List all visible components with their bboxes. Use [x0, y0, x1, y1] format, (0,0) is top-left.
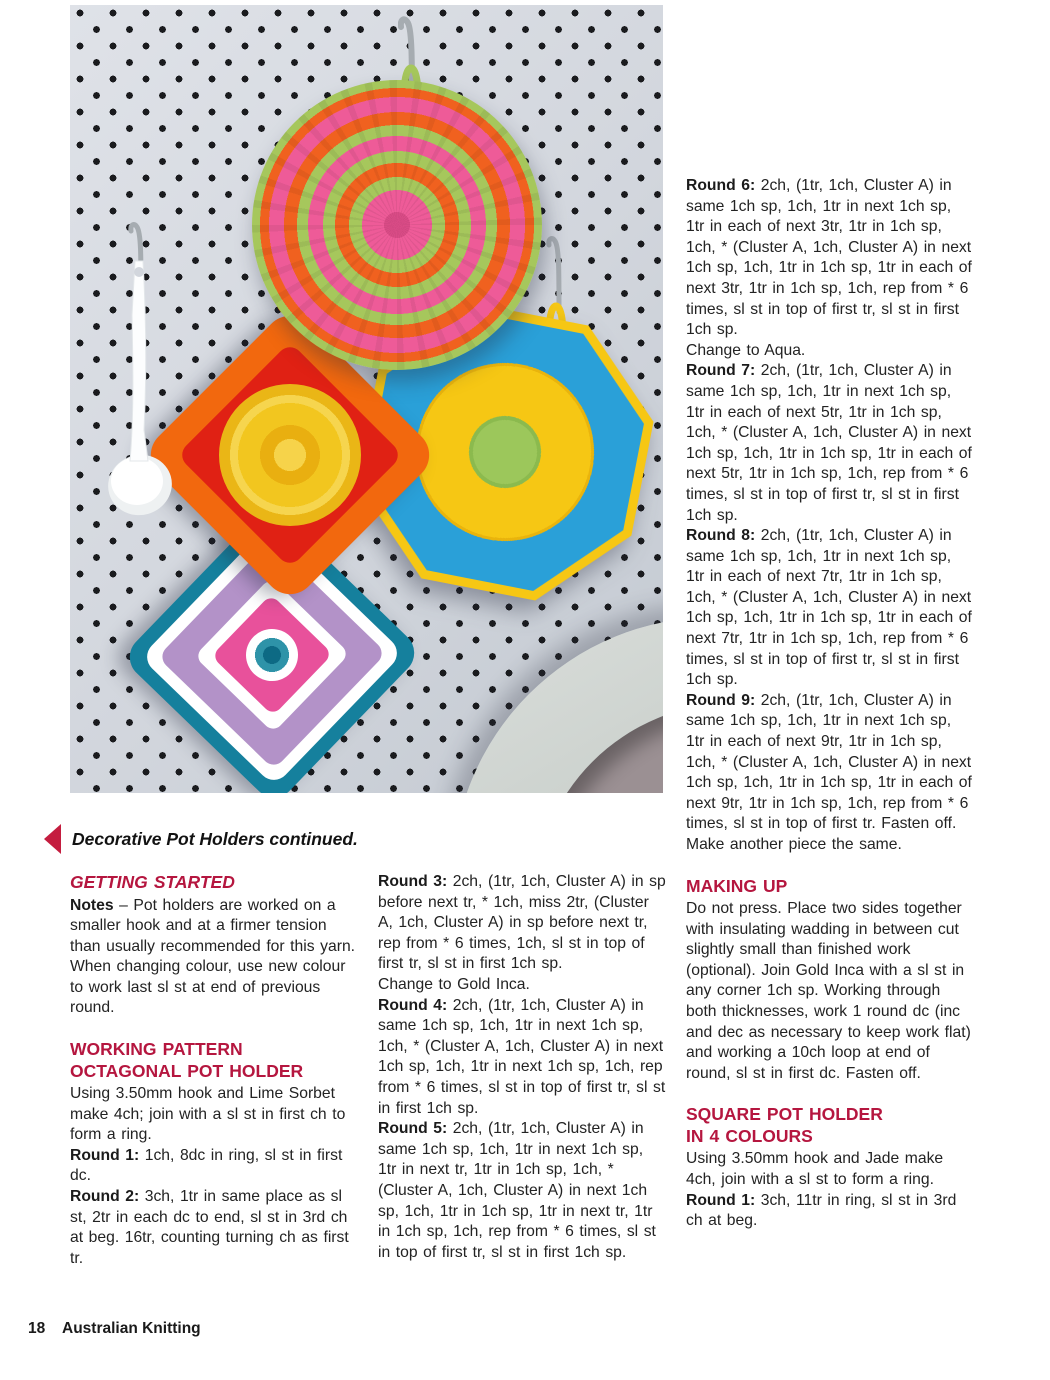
mandala-pot-holder — [252, 80, 542, 370]
pattern-paragraph — [378, 975, 666, 996]
continuation-label: Decorative Pot Holders continued. — [72, 829, 358, 849]
paragraph-text: 1ch, 8dc in ring, sl st in first dc. — [70, 1146, 343, 1185]
paragraph-text: Change to Aqua. — [686, 341, 806, 359]
pattern-paragraph — [686, 341, 972, 362]
continuation-arrow-icon — [44, 824, 61, 854]
paragraph-lead: Round 5: — [378, 1120, 448, 1138]
column-right — [686, 176, 972, 1232]
pattern-paragraph — [686, 361, 972, 526]
section-heading-line: IN 4 COLOURS — [686, 1125, 813, 1146]
paragraph-lead: Round 8: — [686, 527, 756, 545]
pattern-paragraph — [70, 896, 362, 1020]
paragraph-text: Change to Gold Inca. — [378, 975, 530, 993]
paragraph-text: 3ch, 11tr in ring, sl st in 3rd ch at beg. — [686, 1191, 957, 1230]
pattern-paragraph — [686, 835, 972, 856]
pattern-paragraph — [70, 1146, 362, 1187]
paragraph-text: Make another piece the same. — [686, 836, 902, 853]
paragraph-text: 2ch, (1tr, 1ch, Cluster A) in same 1ch sp, 1ch, 1tr in next 1ch sp, 1tr in next tr, 1tr in 1ch sp, 1ch, * (Cluster A, 1ch, Cluster A) in next 1ch sp, 1ch, 1tr in 1ch sp, 1tr in next tr, 1tr in 1ch sp, 1ch, rep from * 6 times, sl st in top of first tr, sl st in first 1ch sp. — [378, 1120, 656, 1261]
section-heading-line: OCTAGONAL POT HOLDER — [70, 1060, 304, 1081]
pattern-paragraph — [686, 176, 972, 341]
pattern-paragraph — [378, 996, 666, 1120]
paragraph-lead: Notes — [70, 896, 114, 914]
paragraph-text: – Pot holders are worked on a smaller hook and at a firmer tension than usually recommended for this yarn. When changing colour, use new colour to work last sl st at end of previous round. — [70, 896, 356, 1017]
pattern-paragraph — [686, 526, 972, 691]
paragraph-text: 2ch, (1tr, 1ch, Cluster A) in same 1ch sp, 1ch, 1tr in next 1ch sp, 1tr in each of next 5tr, 1tr in 1ch sp, 1ch, * (Cluster A, 1ch, Cluster A) in next 1ch sp, 1ch, 1tr in 1ch sp, 1tr in each of next 5tr, 1tr in 1ch sp, 1ch, rep from * 6 times, sl st in top of first tr, sl st in first 1ch sp. — [686, 362, 972, 524]
paragraph-lead: Round 4: — [378, 996, 448, 1014]
pattern-paragraph — [378, 872, 666, 975]
paragraph-lead: Round 6: — [686, 177, 756, 194]
paragraph-lead: Round 1: — [70, 1146, 140, 1164]
section-heading — [70, 872, 362, 894]
section-heading-line: SQUARE POT HOLDER — [686, 1104, 883, 1125]
paragraph-lead: Round 9: — [686, 691, 756, 709]
column-left — [70, 872, 362, 1269]
pattern-paragraph — [686, 1149, 972, 1190]
pattern-paragraph — [686, 1191, 972, 1232]
paragraph-text: 2ch, (1tr, 1ch, Cluster A) in sp before next tr, * 1ch, miss 2tr, (Cluster A, 1ch, Cluster A) in sp before next tr, rep from * 6 times, 1ch, sl st in top of first tr, sl st in first 1ch sp. — [378, 873, 666, 973]
paragraph-text: 2ch, (1tr, 1ch, Cluster A) in same 1ch sp, 1ch, 1tr in next 1ch sp, 1tr in each of next 9tr, 1tr in 1ch sp, 1ch, * (Cluster A, 1ch, Cluster A) in next 1ch sp, 1ch, 1tr in 1ch sp, 1tr in each of next 9tr, 1tr in 1ch sp, 1ch, rep from * 6 times, sl st in top of first tr. Fasten off. — [686, 691, 972, 833]
section-heading — [686, 876, 972, 898]
paragraph-text: 3ch, 1tr in same place as sl st, 2tr in each dc to end, sl st in 3rd ch at beg. 16tr, counting turning ch as first tr. — [70, 1188, 349, 1267]
section-heading-line: WORKING PATTERN — [70, 1039, 243, 1060]
section-heading — [70, 1039, 362, 1082]
section-heading-line: MAKING UP — [686, 875, 788, 896]
pegboard-photo — [70, 5, 663, 793]
pattern-paragraph — [686, 691, 972, 835]
paragraph-text: Using 3.50mm hook and Lime Sorbet make 4ch; join with a sl st in first ch to form a ring. — [70, 1085, 346, 1144]
ladle — [106, 255, 174, 523]
pattern-paragraph — [378, 1119, 666, 1263]
red-square-yellow-center — [190, 355, 391, 556]
paragraph-text: Do not press. Place two sides together with insulating wadding in between cut slightly small than finished work (optional). Join Gold Inca with a sl st in any corner 1ch sp. Working through both thicknesses, work 1 round dc (inc and dec as necessary to keep work flat) and working a 10ch loop at end of round, sl st in first dc. Fasten off. — [686, 900, 971, 1082]
paragraph-lead: Round 2: — [70, 1188, 140, 1206]
paragraph-text: 2ch, (1tr, 1ch, Cluster A) in same 1ch sp, 1ch, 1tr in next 1ch sp, 1tr in each of next 3tr, 1tr in 1ch sp, 1ch, * (Cluster A, 1ch, Cluster A) in next 1ch sp, 1ch, 1tr in 1ch sp, 1tr in each of next 3tr, 1tr in 1ch sp, 1ch, rep from * 6 times, sl st in top of first tr, sl st in first 1ch sp. — [686, 177, 972, 339]
paragraph-text: 2ch, (1tr, 1ch, Cluster A) in same 1ch sp, 1ch, 1tr in next 1ch sp, 1tr in each of next 7tr, 1tr in 1ch sp, 1ch, * (Cluster A, 1ch, Cluster A) in next 1ch sp, 1ch, 1tr in 1ch sp, 1tr in each of next 7tr, 1tr in 1ch sp, 1ch, rep from * 6 times, sl st in top of first tr, sl st in first 1ch sp. — [686, 527, 972, 689]
footer-page-number: 18 — [28, 1320, 46, 1337]
section-heading-line: GETTING STARTED — [70, 872, 235, 892]
paragraph-text: 2ch, (1tr, 1ch, Cluster A) in same 1ch sp, 1ch, 1tr in next 1ch sp, 1ch, * (Cluster A, 1ch, Cluster A) in next 1ch sp, 1ch, 1tr in next 1ch sp, 1ch, rep from * 6 times, sl st in top of first tr, sl st in first 1ch sp. — [378, 996, 666, 1117]
paragraph-lead: Round 1: — [686, 1191, 756, 1209]
pattern-paragraph — [70, 1187, 362, 1269]
paragraph-text: Using 3.50mm hook and Jade make 4ch, join with a sl st to form a ring. — [686, 1150, 944, 1189]
paragraph-lead: Round 3: — [378, 873, 448, 890]
plate-well — [534, 703, 663, 793]
section-heading — [686, 1104, 972, 1147]
pattern-paragraph — [686, 899, 972, 1084]
pattern-paragraph — [70, 1084, 362, 1146]
footer-magazine-title: Australian Knitting — [62, 1320, 201, 1337]
paragraph-lead: Round 7: — [686, 362, 756, 380]
plate — [452, 617, 663, 793]
column-middle — [378, 872, 666, 1263]
